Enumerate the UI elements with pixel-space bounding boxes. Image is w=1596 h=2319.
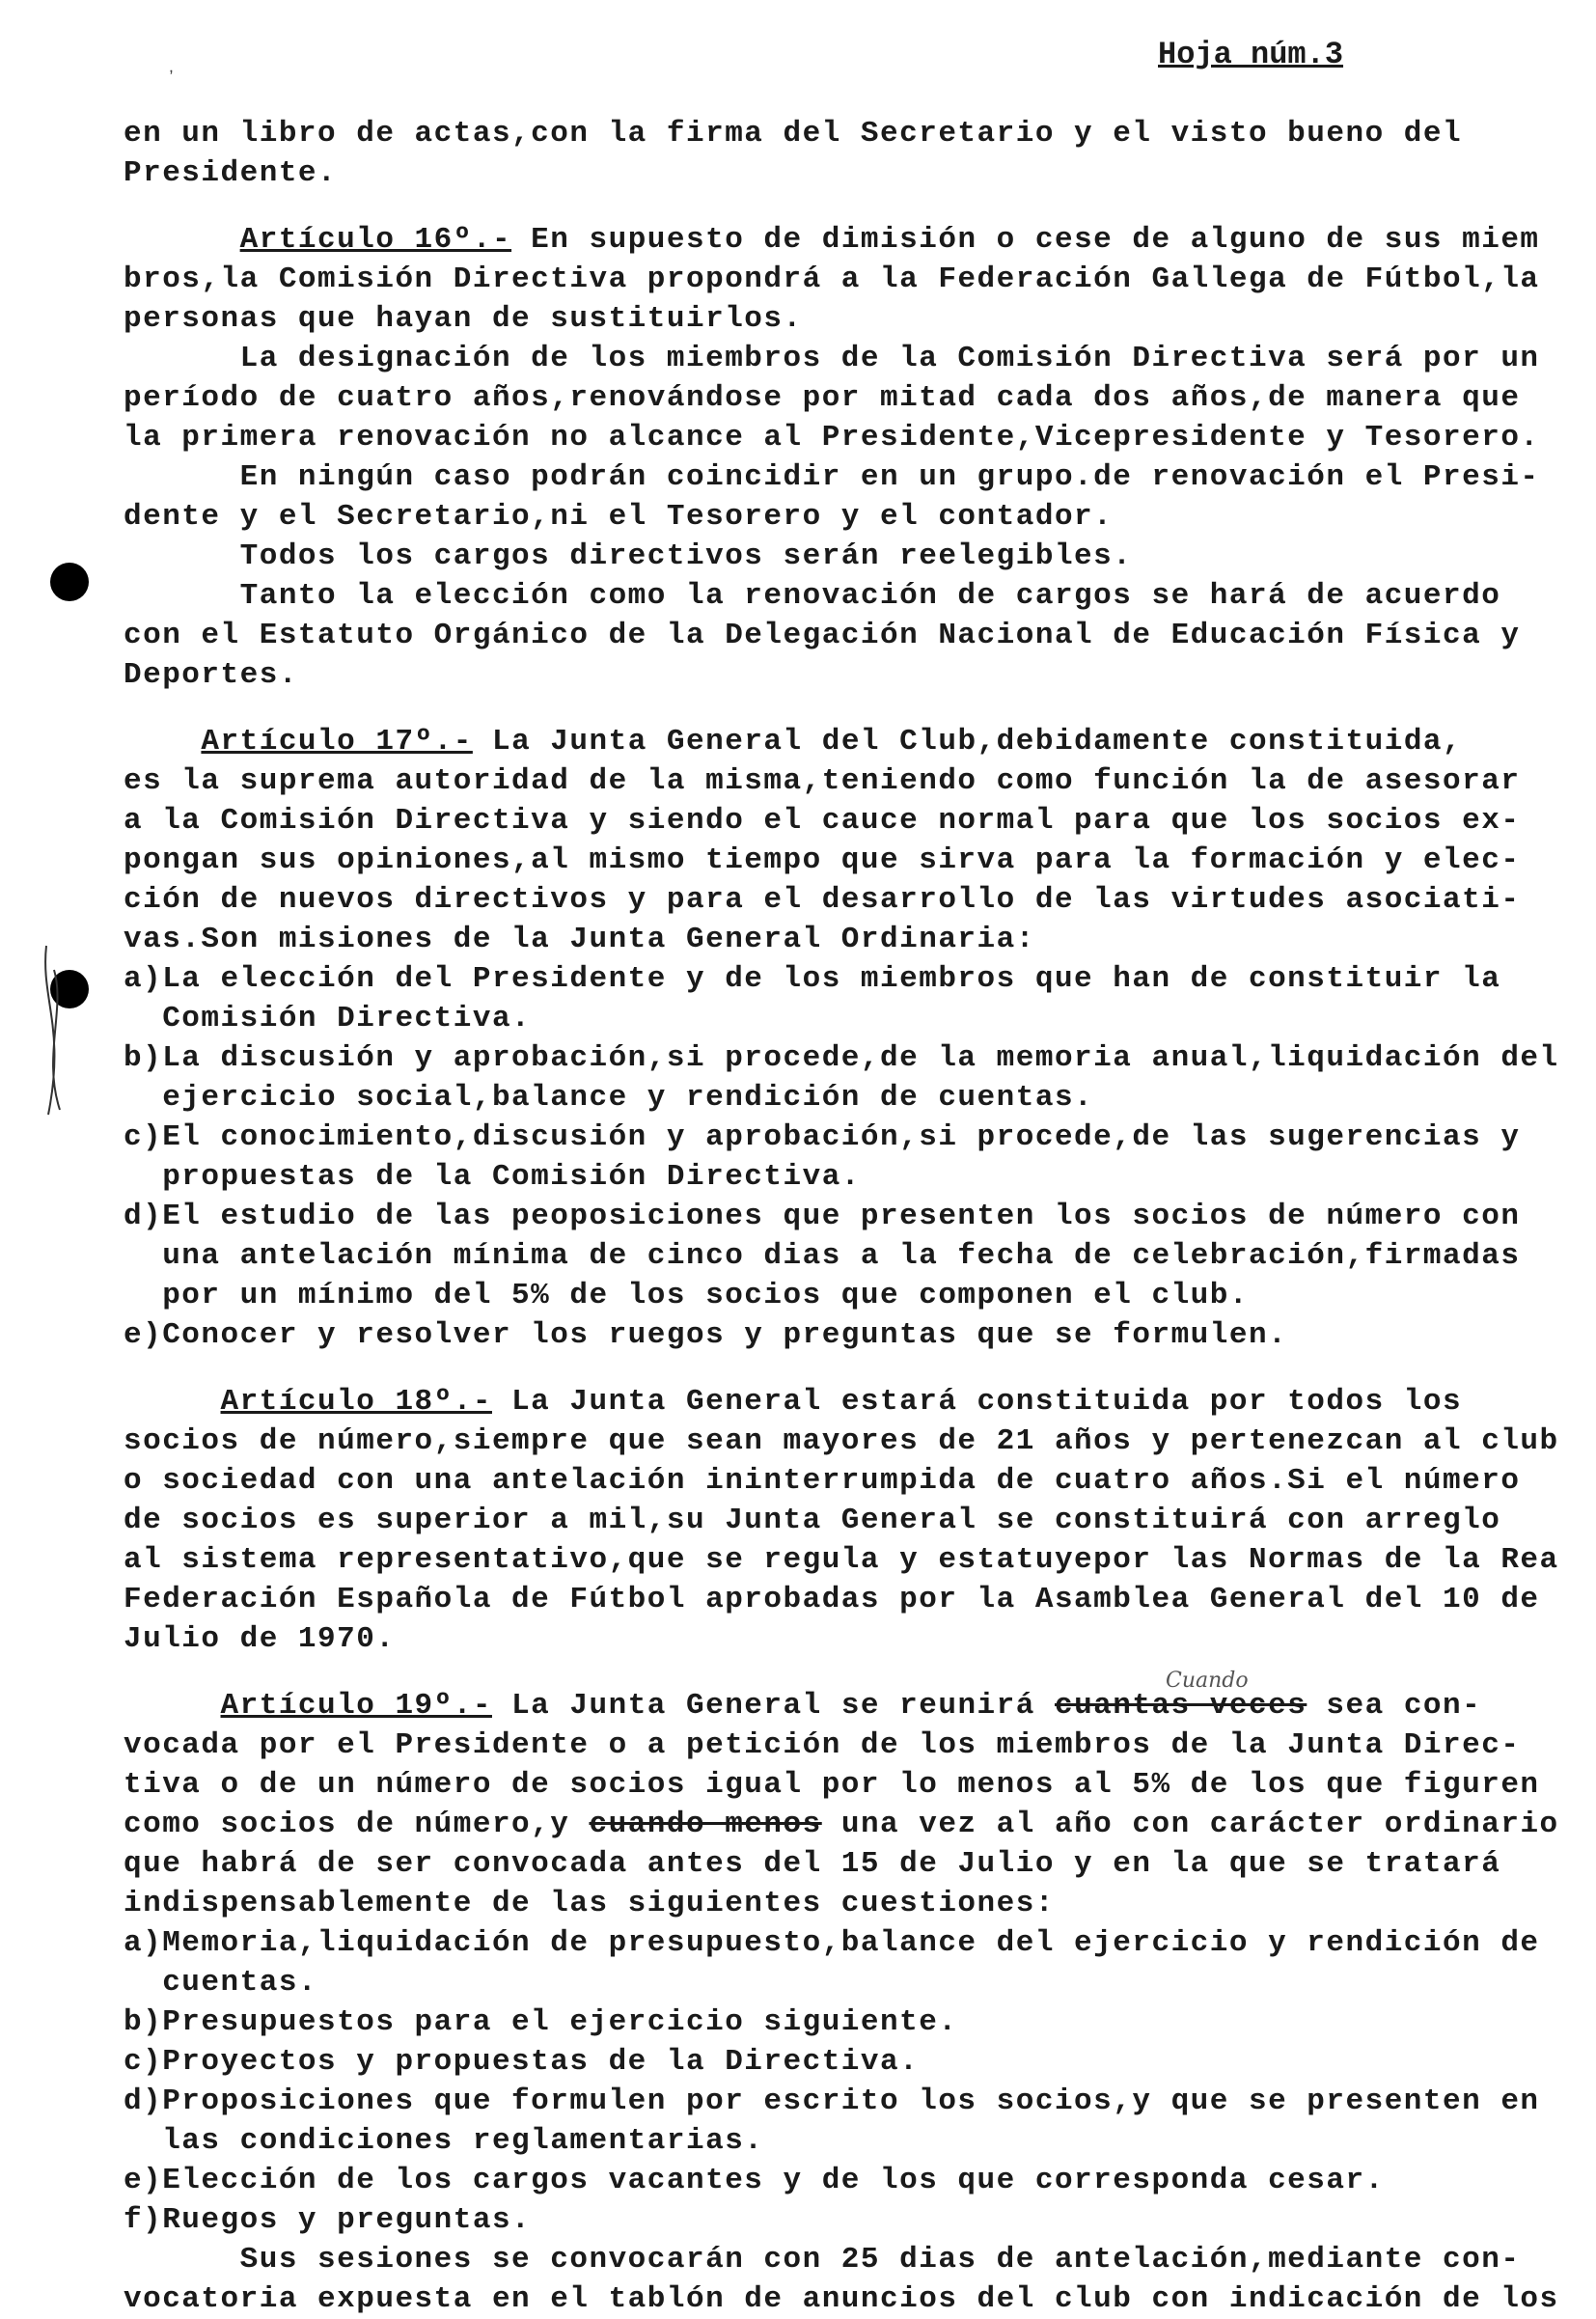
text-line: indispensablemente de las siguientes cuestiones: [124, 1887, 1055, 1920]
text-line: Julio de 1970. [124, 1622, 396, 1656]
article-19-heading [124, 1669, 1571, 1725]
article-text: sea con- [1307, 1689, 1482, 1723]
text-line: Tanto la elección como la renovación de cargos se hará de acuerdo [124, 579, 1501, 613]
text-line: Todos los cargos directivos serán reelegibles. [124, 539, 1133, 573]
text-line: Presidente. [124, 156, 338, 190]
text-line: Deportes. [124, 658, 298, 692]
text-line: que habrá de ser convocada antes del 15 de Julio y en la que se tratará [124, 1847, 1501, 1881]
text-line: período de cuatro años,renovándose por mitad cada dos años,de manera que [124, 381, 1521, 415]
article-text: La Junta General del Club,debidamente constituida, [472, 725, 1463, 759]
list-item: c)El conocimiento,discusión y aprobación,si procede,de las sugerencias y [124, 1120, 1521, 1154]
text-line: tiva o de un número de socios igual por lo menos al 5% de los que figuren [124, 1768, 1540, 1802]
text-line: al sistema representativo,que se regula y estatuyepor las Normas de la Rea [124, 1543, 1559, 1577]
text-line: dente y el Secretario,ni el Tesorero y el contador. [124, 500, 1114, 534]
struck-text: cuantas veces [1054, 1689, 1307, 1723]
text-line: es la suprema autoridad de la misma,teniendo como función la de asesorar [124, 764, 1521, 798]
text-line: bros,la Comisión Directiva propondrá a la Federación Gallega de Fútbol,la [124, 262, 1540, 296]
list-item: f)Ruegos y preguntas. [124, 2203, 532, 2237]
punch-hole-icon [50, 563, 89, 601]
list-item: b)Presupuestos para el ejercicio siguiente. [124, 2005, 958, 2039]
list-item: las condiciones reglamentarias. [124, 2124, 764, 2158]
document-body [124, 114, 1571, 2319]
text-segment: una vez al año con carácter ordinario [821, 1808, 1559, 1841]
article-16-heading [124, 220, 1571, 260]
list-item: propuestas de la Comisión Directiva. [124, 1160, 861, 1194]
text-line [124, 1805, 1571, 1844]
list-item: b)La discusión y aprobación,si procede,de la memoria anual,liquidación del [124, 1041, 1559, 1075]
text-line: pongan sus opiniones,al mismo tiempo que sirva para la formación y elec- [124, 843, 1521, 877]
text-line: Federación Española de Fútbol aprobadas por la Asamblea General del 10 de [124, 1583, 1540, 1616]
article-title: Artículo 16º.- [239, 223, 512, 257]
text-line: Sus sesiones se convocarán con 25 dias de antelación,mediante con- [124, 2243, 1521, 2277]
list-item: a)La elección del Presidente y de los miembros que han de constituir la [124, 962, 1501, 996]
list-item: e)Conocer y resolver los ruegos y preguntas que se formulen. [124, 1318, 1288, 1352]
text-segment: como socios de número,y [124, 1808, 590, 1841]
text-line: vas.Son misiones de la Junta General Ordinaria: [124, 923, 1035, 956]
text-line: vocatoria expuesta en el tablón de anuncios del club con indicación de los [124, 2282, 1559, 2316]
text-line: vocada por el Presidente o a petición de los miembros de la Junta Direc- [124, 1728, 1521, 1762]
article-text: En supuesto de dimisión o cese de alguno de sus miem [511, 223, 1540, 257]
list-item: Comisión Directiva. [124, 1002, 532, 1035]
text-line: La designación de los miembros de la Comisión Directiva será por un [124, 342, 1540, 375]
article-title: Artículo 18º.- [220, 1385, 492, 1419]
text-line: o sociedad con una antelación ininterrumpida de cuatro años.Si el número [124, 1464, 1521, 1498]
list-item: d)Proposiciones que formulen por escrito los socios,y que se presenten en [124, 2084, 1540, 2118]
article-title: Artículo 19º.- [220, 1689, 492, 1723]
handwritten-note: Cuando [1166, 1669, 1249, 1693]
article-title: Artículo 17º.- [201, 725, 473, 759]
text-line: En ningún caso podrán coincidir en un grupo.de renovación el Presi- [124, 460, 1540, 494]
text-line: personas que hayan de sustituirlos. [124, 302, 803, 336]
list-item: c)Proyectos y propuestas de la Directiva. [124, 2045, 920, 2079]
list-item: e)Elección de los cargos vacantes y de los que corresponda cesar. [124, 2164, 1385, 2197]
text-line: en un libro de actas,con la firma del Secretario y el visto bueno del [124, 117, 1463, 151]
struck-text: cuando menos [589, 1808, 822, 1841]
list-item: cuentas. [124, 1966, 318, 2000]
list-item: una antelación mínima de cinco dias a la fecha de celebración,firmadas [124, 1239, 1521, 1273]
article-text: La Junta General estará constituida por todos los [491, 1385, 1463, 1419]
text-line: socios de número,siempre que sean mayores de 21 años y pertenezcan al club [124, 1424, 1559, 1458]
article-18-heading [124, 1382, 1571, 1422]
text-line: la primera renovación no alcance al Presidente,Vicepresidente y Tesorero. [124, 421, 1540, 455]
text-line: de socios es superior a mil,su Junta General se constituirá con arreglo [124, 1504, 1501, 1537]
text-line: a la Comisión Directiva y siendo el cauce normal para que los socios ex- [124, 804, 1521, 838]
article-17-heading [124, 722, 1571, 761]
page-number: Hoja núm.3 [1158, 37, 1344, 72]
article-text: La Junta General se reunirá [491, 1689, 1055, 1723]
stray-mark: ʼ [166, 69, 177, 89]
text-line: con el Estatuto Orgánico de la Delegación Nacional de Educación Física y [124, 619, 1521, 652]
list-item: d)El estudio de las peoposiciones que presenten los socios de número con [124, 1200, 1521, 1233]
margin-scribble-icon [37, 941, 75, 1124]
list-item: a)Memoria,liquidación de presupuesto,balance del ejercicio y rendición de [124, 1926, 1540, 1960]
text-line: ción de nuevos directivos y para el desarrollo de las virtudes asociati- [124, 883, 1521, 917]
list-item: por un mínimo del 5% de los socios que componen el club. [124, 1279, 1249, 1312]
list-item: ejercicio social,balance y rendición de cuentas. [124, 1081, 1094, 1115]
